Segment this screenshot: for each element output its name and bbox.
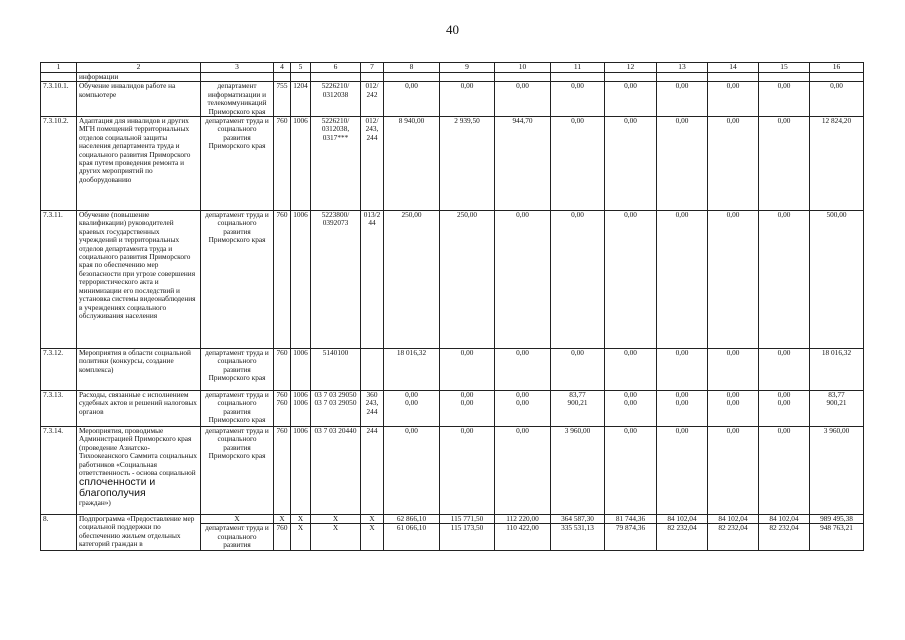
table-row	[41, 391, 864, 427]
row-amount: 115 771,50	[440, 515, 495, 524]
row-name: Мероприятия, проводимые Администрацией Приморского края (проведение Азиатско-Тихоокеанского Саммита социальных работников «Социальная ответственность - основа социальной сплоченности и благополучия граждан»)	[77, 427, 201, 515]
row-amount: 0,00	[708, 427, 759, 515]
row-expense-type: Х	[361, 524, 384, 550]
row-amount: 0,00	[605, 117, 657, 211]
row-amount: 18 016,32	[810, 349, 864, 391]
row-section-code: 1006	[291, 117, 311, 211]
row-name: Обучение инвалидов работе на компьютере	[77, 82, 201, 117]
row-amount: 81 744,36	[605, 515, 657, 524]
header-cell: 5	[291, 63, 311, 73]
budget-table	[40, 62, 864, 551]
row-code	[41, 73, 77, 82]
row-section-code: 1006 1006	[291, 391, 311, 427]
row-amount: 0,00	[657, 82, 708, 117]
row-amount: 0,00	[759, 211, 810, 349]
row-amount: 0,00	[708, 117, 759, 211]
table-row	[41, 117, 864, 211]
row-name-large-text: сплоченности и благополучия	[79, 476, 156, 500]
row-code: 7.3.11.	[41, 211, 77, 349]
row-ministry-code: 760	[274, 117, 291, 211]
row-amount: 2 939,50	[440, 117, 495, 211]
row-amount: 8 940,00	[384, 117, 440, 211]
row-target-code: Х	[311, 524, 361, 550]
row-ministry-code: 760	[274, 427, 291, 515]
row-section-code	[291, 73, 311, 82]
row-amount: 82 232,04	[657, 524, 708, 550]
row-amount: 0,00	[495, 427, 551, 515]
row-amount: 82 232,04	[759, 524, 810, 550]
row-amount: 0,00	[605, 82, 657, 117]
row-department: департамент труда и социального развития	[201, 524, 274, 550]
row-amount: 0,00	[440, 349, 495, 391]
row-target-code: 5223800/ 0392073	[311, 211, 361, 349]
row-amount: 0,00	[495, 349, 551, 391]
row-amount: 0,00	[495, 82, 551, 117]
table-row	[41, 515, 864, 524]
row-department: департамент труда и социального развития Приморского края	[201, 117, 274, 211]
row-amount: 3 960,00	[810, 427, 864, 515]
table-row	[41, 427, 864, 515]
header-cell: 14	[708, 63, 759, 73]
row-department: департамент информатизации и телекоммуникаций Приморского края	[201, 82, 274, 117]
row-expense-type	[361, 349, 384, 391]
row-amount: 83,77 900,21	[810, 391, 864, 427]
row-amount: 3 960,00	[551, 427, 605, 515]
header-cell: 11	[551, 63, 605, 73]
row-amount: 83,77 900,21	[551, 391, 605, 427]
row-amount	[605, 73, 657, 82]
row-name: Адаптация для инвалидов и других МГН помещений территориальных отделов социальной защиты населения департамента труда и социального развития Приморского края путем проведения ремонта и других мероприятий по дооборудованию	[77, 117, 201, 211]
row-amount: 0,00	[440, 427, 495, 515]
row-expense-type: 360 243, 244	[361, 391, 384, 427]
row-amount: 0,00	[551, 82, 605, 117]
row-amount: 364 587,30	[551, 515, 605, 524]
row-amount: 18 016,32	[384, 349, 440, 391]
row-ministry-code: 755	[274, 82, 291, 117]
row-target-code: 03 7 03 29050 03 7 03 29050	[311, 391, 361, 427]
row-code: 7.3.14.	[41, 427, 77, 515]
row-amount	[440, 73, 495, 82]
row-target-code: Х	[311, 515, 361, 524]
row-amount: 0,00	[384, 427, 440, 515]
row-amount: 62 866,10	[384, 515, 440, 524]
header-cell: 1	[41, 63, 77, 73]
row-ministry-code: 760	[274, 349, 291, 391]
row-amount: 0,00 0,00	[384, 391, 440, 427]
row-target-code	[311, 73, 361, 82]
row-amount: 0,00	[384, 82, 440, 117]
row-ministry-code: 760 760	[274, 391, 291, 427]
row-expense-type: 244	[361, 427, 384, 515]
row-amount: 115 173,50	[440, 524, 495, 550]
row-amount: 110 422,00	[495, 524, 551, 550]
row-expense-type	[361, 73, 384, 82]
row-amount: 61 066,10	[384, 524, 440, 550]
row-ministry-code	[274, 73, 291, 82]
row-amount: 0,00	[759, 82, 810, 117]
row-amount: 0,00	[708, 349, 759, 391]
row-target-code: 5140100	[311, 349, 361, 391]
header-cell: 2	[77, 63, 201, 73]
row-amount: 0,00	[551, 349, 605, 391]
row-amount: 0,00	[495, 211, 551, 349]
table-row	[41, 211, 864, 349]
row-amount: 0,00	[657, 349, 708, 391]
row-section-code: 1204	[291, 82, 311, 117]
header-cell: 13	[657, 63, 708, 73]
header-cell: 3	[201, 63, 274, 73]
row-name: информации	[77, 73, 201, 82]
row-amount	[708, 73, 759, 82]
row-section-code: 1006	[291, 349, 311, 391]
row-amount: 944,70	[495, 117, 551, 211]
table-row	[41, 73, 864, 82]
row-amount	[810, 73, 864, 82]
row-amount: 0,00	[657, 211, 708, 349]
row-amount: 0,00	[605, 349, 657, 391]
header-cell: 16	[810, 63, 864, 73]
row-amount	[551, 73, 605, 82]
row-amount: 0,00	[759, 427, 810, 515]
row-amount	[384, 73, 440, 82]
row-amount: 0,00 0,00	[605, 391, 657, 427]
row-amount	[657, 73, 708, 82]
row-name: Мероприятия в области социальной политики (конкурсы, создание комплекса)	[77, 349, 201, 391]
row-section-code: 1006	[291, 211, 311, 349]
row-name-tail: граждан»)	[79, 498, 111, 508]
row-amount: 82 232,04	[708, 524, 759, 550]
row-amount: 112 220,00	[495, 515, 551, 524]
table-row	[41, 82, 864, 117]
page-number: 40	[446, 22, 459, 37]
row-amount: 0,00	[605, 211, 657, 349]
row-ministry-code: 760	[274, 524, 291, 550]
row-amount	[759, 73, 810, 82]
row-expense-type: Х	[361, 515, 384, 524]
row-expense-type: 012/ 242	[361, 82, 384, 117]
row-department: департамент труда и социального развития Приморского края	[201, 391, 274, 427]
row-amount: 0,00 0,00	[759, 391, 810, 427]
header-cell: 6	[311, 63, 361, 73]
header-cell: 10	[495, 63, 551, 73]
header-cell: 12	[605, 63, 657, 73]
row-amount: 0,00	[759, 117, 810, 211]
row-amount	[495, 73, 551, 82]
row-amount: 0,00	[810, 82, 864, 117]
row-amount: 0,00	[551, 117, 605, 211]
row-code: 7.3.10.2.	[41, 117, 77, 211]
row-department	[201, 73, 274, 82]
row-amount: 0,00	[708, 211, 759, 349]
row-section-code: Х	[291, 515, 311, 524]
row-target-code: 03 7 03 20440	[311, 427, 361, 515]
row-amount: 335 531,13	[551, 524, 605, 550]
row-amount: 0,00 0,00	[495, 391, 551, 427]
row-amount: 0,00 0,00	[708, 391, 759, 427]
row-code: 7.3.10.1.	[41, 82, 77, 117]
row-amount: 79 874,36	[605, 524, 657, 550]
row-code: 7.3.12.	[41, 349, 77, 391]
row-name: Подпрограмма «Предоставление мер социальной поддержки по обеспечению жильем отдельных категорий граждан в	[77, 515, 201, 551]
row-amount: 250,00	[384, 211, 440, 349]
row-amount: 0,00	[708, 82, 759, 117]
row-amount: 84 102,04	[708, 515, 759, 524]
row-section-code: Х	[291, 524, 311, 550]
row-amount: 989 495,38	[810, 515, 864, 524]
row-target-code: 5226210/ 0312038	[311, 82, 361, 117]
row-amount: 250,00	[440, 211, 495, 349]
row-ministry-code: Х	[274, 515, 291, 524]
row-amount: 948 763,21	[810, 524, 864, 550]
row-amount: 0,00	[657, 117, 708, 211]
row-amount: 84 102,04	[759, 515, 810, 524]
row-amount: 500,00	[810, 211, 864, 349]
table-row	[41, 349, 864, 391]
row-amount: 0,00 0,00	[440, 391, 495, 427]
row-department: департамент труда и социального развития Приморского края	[201, 211, 274, 349]
row-amount: 84 102,04	[657, 515, 708, 524]
row-expense-type: 012/ 243, 244	[361, 117, 384, 211]
row-code: 7.3.13.	[41, 391, 77, 427]
header-cell: 7	[361, 63, 384, 73]
row-ministry-code: 760	[274, 211, 291, 349]
header-cell: 4	[274, 63, 291, 73]
row-name: Обучение (повышение квалификации) руководителей краевых государственных учреждений и территориальных отделов департамента труда и социального развития Приморского края по обеспечению мер безопасности при угрозе совершения террористического акта и минимизации его последствий и установка системы видеонаблюдения в учреждениях социального обслуживания населения	[77, 211, 201, 349]
header-cell: 8	[384, 63, 440, 73]
row-section-code: 1006	[291, 427, 311, 515]
row-amount: 0,00	[759, 349, 810, 391]
row-department: Х	[201, 515, 274, 524]
row-amount: 12 824,20	[810, 117, 864, 211]
row-amount: 0,00	[605, 427, 657, 515]
row-code: 8.	[41, 515, 77, 551]
row-expense-type: 013/2 44	[361, 211, 384, 349]
row-amount: 0,00	[440, 82, 495, 117]
row-target-code: 5226210/ 0312038, 0317***	[311, 117, 361, 211]
row-amount: 0,00 0,00	[657, 391, 708, 427]
row-name: Расходы, связанные с исполнением судебных актов и решений налоговых органов	[77, 391, 201, 427]
row-amount: 0,00	[551, 211, 605, 349]
row-amount: 0,00	[657, 427, 708, 515]
row-department: департамент труда и социального развития Приморского края	[201, 349, 274, 391]
header-cell: 9	[440, 63, 495, 73]
header-cell: 15	[759, 63, 810, 73]
row-department: департамент труда и социального развития Приморского края	[201, 427, 274, 515]
header-row	[41, 63, 864, 73]
